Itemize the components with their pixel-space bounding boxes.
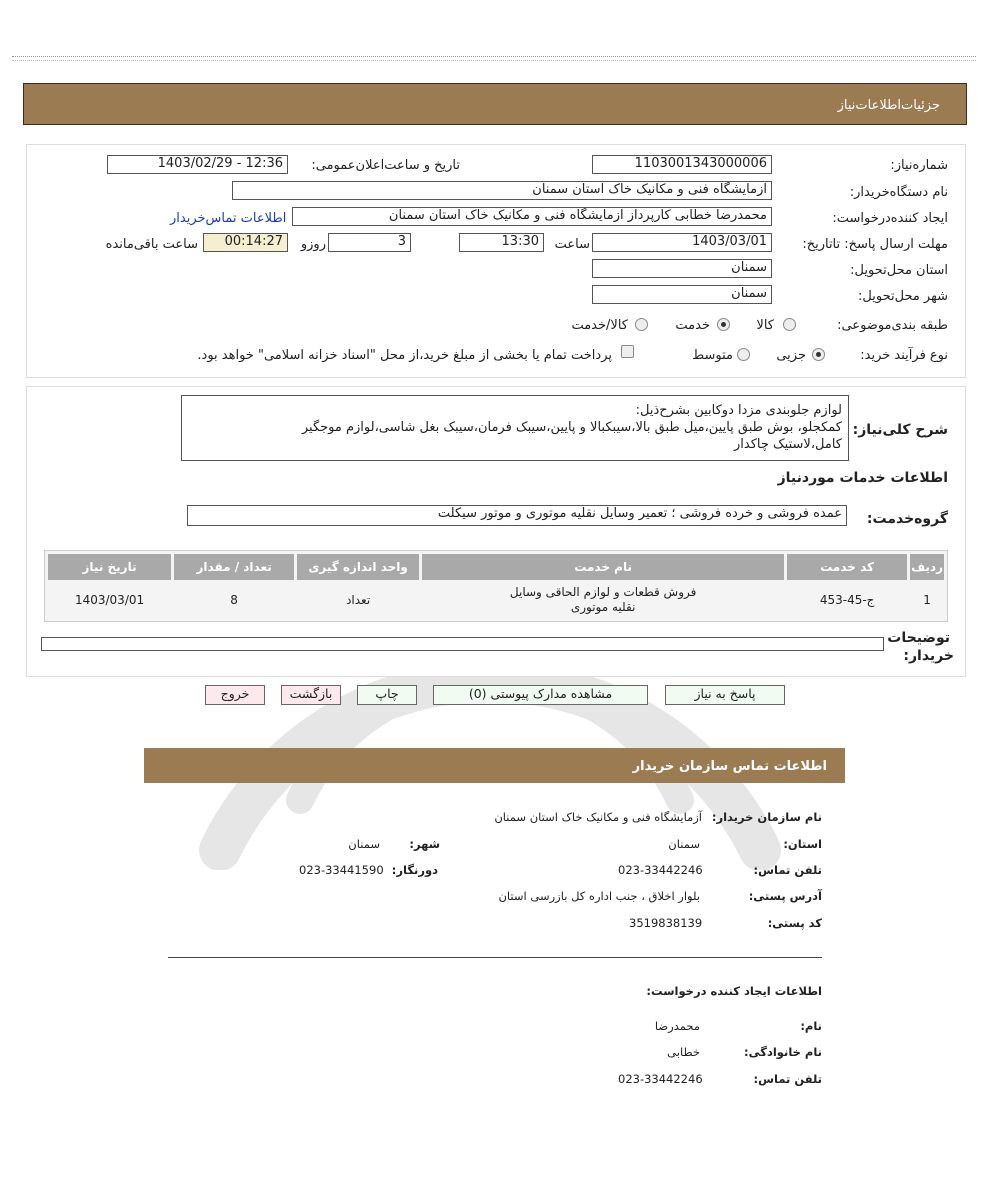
process-radio-medium[interactable] [737, 348, 750, 361]
contact-address-label: آدرس پستی: [748, 889, 822, 903]
cell-name [422, 583, 784, 617]
cell-row: 1 [910, 583, 944, 617]
contact-postal-value: 3519838139 [629, 916, 703, 930]
summary-line-1: لوازم جلوبندی مزدا دوکابین بشرح‌ذیل: [635, 403, 842, 418]
contact-org-value: آزمایشگاه فنی و مکانیک خاک استان سمنان [494, 810, 702, 824]
cell-name-line-1: فروش قطعات و لوازم الحاقی وسایل [509, 585, 697, 599]
contact-address-value: بلوار اخلاق ، جنب اداره کل بازرسی استان [498, 889, 700, 903]
creator-phone-value: 023-33442246 [618, 1072, 703, 1086]
contact-phone-value: 023-33442246 [618, 863, 703, 877]
creator-first-name-label: نام: [800, 1019, 822, 1033]
process-radio-minor[interactable] [812, 348, 825, 361]
days-field: 3 [328, 233, 411, 252]
top-divider-2 [12, 60, 976, 61]
col-date: تاریخ نیاز [48, 554, 171, 580]
city-label: شهر محل‌تحویل: [858, 289, 948, 304]
province-field: سمنان [592, 259, 772, 278]
buyer-org-label: نام دستگاه‌خریدار: [849, 185, 948, 200]
creator-section-title: اطلاعات ایجاد کننده درخواست: [646, 984, 822, 998]
contact-province-value: سمنان [668, 837, 700, 851]
process-option-minor: جزیی [776, 348, 806, 363]
category-label: طبقه بندی‌موضوعی: [837, 318, 948, 333]
exit-button[interactable]: خروج [205, 685, 265, 705]
contact-title: اطلاعات تماس سازمان خریدار [632, 759, 827, 774]
contact-fax-value: 023-33441590 [299, 863, 384, 877]
service-group-field: عمده فروشی و خرده فروشی ؛ تعمیر وسایل نقلیه موتوری و موتور سیکلت [187, 505, 847, 526]
category-radio-service[interactable] [717, 318, 730, 331]
contact-province-label: استان: [783, 837, 822, 851]
need-info-panel [26, 144, 966, 378]
category-option-goods: کالا [756, 318, 774, 333]
category-radio-goods[interactable] [783, 318, 796, 331]
top-divider [12, 56, 976, 57]
buyer-notes-field [41, 637, 884, 651]
creator-last-name-label: نام خانوادگی: [744, 1045, 822, 1059]
creator-first-name-value: محمدرضا [654, 1019, 700, 1033]
deadline-label: مهلت ارسال پاسخ: تاتاریخ: [802, 237, 948, 252]
announce-label: تاریخ و ساعت‌اعلان‌عمومی: [311, 158, 460, 173]
announce-field: 1403/02/29 - 12:36 [107, 155, 288, 174]
cell-unit: تعداد [297, 583, 419, 617]
creator-label: ایجاد کننده‌درخواست: [832, 211, 948, 226]
deadline-time-field: 13:30 [459, 233, 544, 252]
remaining-time-field: 00:14:27 [203, 233, 288, 252]
cell-code: ج-45-453 [787, 583, 907, 617]
col-qty: تعداد / مقدار [174, 554, 294, 580]
table-header-row [48, 554, 944, 580]
col-name: نام خدمت [422, 554, 784, 580]
creator-field: محمدرضا خطابی کارپرداز آزمایشگاه فنی و مکانیک خاک استان سمنان [292, 207, 772, 226]
page-title: جزئیات‌اطلاعات‌نیاز [837, 98, 940, 113]
service-group-label: گروه‌خدمت: [866, 511, 948, 527]
col-unit: واحد اندازه گیری [297, 554, 419, 580]
treasury-note: پرداخت تمام یا بخشی از مبلغ خرید،از محل "اسناد خزانه اسلامی" خواهد بود. [197, 348, 612, 363]
province-label: استان محل‌تحویل: [850, 263, 948, 278]
buyer-contact-link[interactable]: اطلاعات تماس‌خریدار [170, 211, 287, 226]
print-button[interactable]: چاپ [357, 685, 417, 705]
remaining-label: ساعت باقی‌مانده [105, 237, 198, 252]
table-row [48, 583, 944, 617]
contact-city-value: سمنان [348, 837, 380, 851]
contact-city-label: شهر: [409, 837, 440, 851]
deadline-time-label: ساعت [554, 237, 590, 252]
contact-fax-label: دورنگار: [391, 863, 438, 877]
need-number-field: 1103001343000006 [592, 155, 772, 174]
deadline-date-field: 1403/03/01 [592, 233, 772, 252]
buyer-notes-label-1: توضیحات [887, 630, 950, 646]
category-option-goods-service: کالا/خدمت [571, 318, 628, 333]
summary-box [181, 395, 849, 461]
cell-name-line-2: نقلیه موتوری [570, 600, 636, 614]
contact-org-label: نام سازمان خریدار: [711, 810, 822, 824]
col-code: کد خدمت [787, 554, 907, 580]
need-number-label: شماره‌نیاز: [890, 158, 948, 173]
page-header [23, 83, 967, 125]
services-table-wrap [44, 550, 948, 622]
services-table [45, 551, 947, 620]
buyer-org-field: آزمایشگاه فنی و مکانیک خاک استان سمنان [232, 181, 772, 200]
summary-label: شرح کلی‌نیاز: [852, 422, 948, 438]
treasury-checkbox[interactable] [621, 345, 634, 358]
reply-button[interactable]: پاسخ به نیاز [665, 685, 785, 705]
back-button[interactable]: بازگشت [281, 685, 341, 705]
contact-phone-label: تلفن تماس: [753, 863, 822, 877]
contact-postal-label: کد پستی: [767, 916, 822, 930]
process-label: نوع فرآیند خرید: [860, 348, 948, 363]
summary-line-2: کمکجلو، بوش طبق پایین،میل طبق بالا،سیبکبالا و پایین،سیبک فرمان،سیبک بغل شاسی،لوازم موجگیر [301, 420, 842, 435]
days-label: روزو [300, 237, 326, 252]
city-field: سمنان [592, 285, 772, 304]
cell-qty: 8 [174, 583, 294, 617]
buyer-notes-label-2: خریدار: [903, 648, 954, 664]
creator-last-name-value: خطابی [667, 1045, 700, 1059]
summary-line-3: کامل،لاستیک چاکدار [734, 437, 842, 452]
category-radio-goods-service[interactable] [635, 318, 648, 331]
services-title: اطلاعات خدمات مورد‌نیاز [777, 470, 948, 486]
attachments-button[interactable]: مشاهده مدارک پیوستی (0) [433, 685, 648, 705]
category-option-service: خدمت [675, 318, 710, 333]
col-row: ردیف [910, 554, 944, 580]
contact-header [144, 748, 845, 783]
contact-divider [168, 957, 822, 958]
cell-date: 1403/03/01 [48, 583, 171, 617]
creator-phone-label: تلفن تماس: [753, 1072, 822, 1086]
process-option-medium: متوسط [692, 348, 733, 363]
